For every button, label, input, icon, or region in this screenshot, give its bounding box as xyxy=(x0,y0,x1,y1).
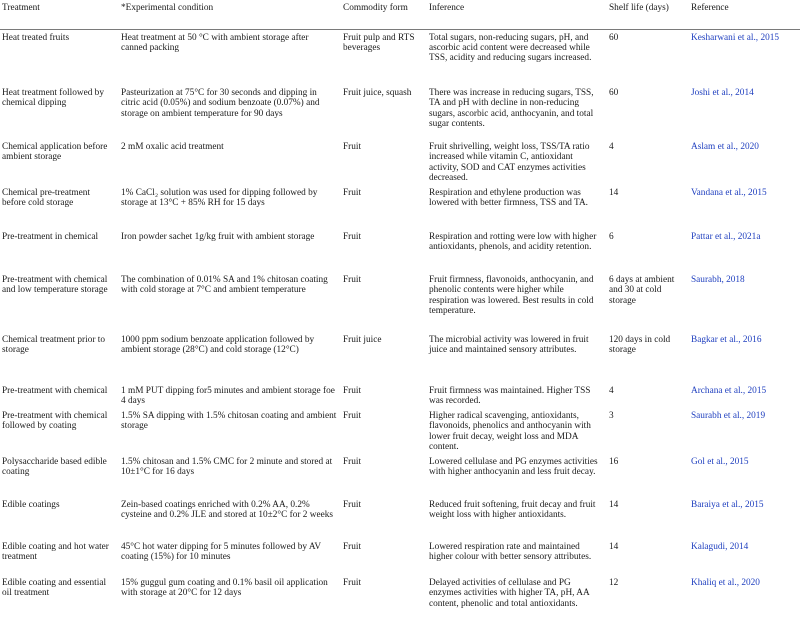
inference-cell: Fruit firmness, flavonoids, anthocyanin, and phenolic contents were higher while respiration was lowered. Best results in cold temperature. xyxy=(429,275,594,317)
shelf-life-cell: 60 xyxy=(609,32,619,43)
condition-cell: 15% guggul gum coating and 0.1% basil oil application with storage at 20°C for 12 days xyxy=(121,578,328,599)
reference-link[interactable]: Khaliq et al., 2020 xyxy=(691,578,760,588)
table-row xyxy=(0,85,800,139)
reference-link[interactable]: Saurabh, 2018 xyxy=(691,275,745,285)
inference-cell: Respiration and rotting were low with higher antioxidants, phenols, and acidity retention. xyxy=(429,232,597,253)
header-reference: Reference xyxy=(691,3,729,13)
condition-cell: Pasteurization at 75°C for 30 seconds and dipping in citric acid (0.05%) and sodium benzoate (0.07%) and storage on ambient temperature for 90 days xyxy=(121,88,320,119)
inference-cell: The microbial activity was lowered in fruit juice and maintained sensory attributes. xyxy=(429,335,589,356)
header-inference: Inference xyxy=(429,3,465,13)
shelf-life-cell: 14 xyxy=(609,500,619,510)
condition-cell: The combination of 0.01% SA and 1% chitosan coating with cold storage at 7°C and ambient temperature xyxy=(121,275,328,296)
inference-cell: Respiration and ethylene production was lowered with better firmness, TSS and TA. xyxy=(429,188,588,209)
condition-cell: 1 mM PUT dipping for5 minutes and ambient storage foe 4 days xyxy=(121,386,335,407)
treatment-cell: Pre-treatment with chemical followed by coating xyxy=(2,411,108,432)
table-row xyxy=(0,408,800,454)
inference-cell: Higher radical scavenging, antioxidants, flavonoids, phenolics and anthocyanin with lower fruit decay, weight loss and MDA content. xyxy=(429,411,591,453)
inference-cell: Reduced fruit softening, fruit decay and fruit weight loss with higher antioxidants. xyxy=(429,500,596,521)
table-row xyxy=(0,497,800,539)
treatment-cell: Chemical application before ambient storage xyxy=(2,142,108,163)
commodity-cell: Fruit xyxy=(343,142,362,152)
treatment-cell: Edible coatings xyxy=(2,500,60,510)
reference-link[interactable]: Kalagudi, 2014 xyxy=(691,542,749,552)
commodity-cell: Fruit juice xyxy=(343,335,382,345)
reference-link[interactable]: Saurabh et al., 2019 xyxy=(691,411,766,421)
reference-link[interactable]: Kesharwani et al., 2015 xyxy=(691,32,780,43)
table-row xyxy=(0,272,800,332)
shelf-life-cell: 4 xyxy=(609,142,614,152)
shelf-life-cell: 120 days in cold storage xyxy=(609,335,671,356)
table-row xyxy=(0,332,800,383)
reference-link[interactable]: Gol et al., 2015 xyxy=(691,457,749,467)
table-row xyxy=(0,454,800,497)
header-treatment: Treatment xyxy=(2,3,40,13)
commodity-cell: Fruit xyxy=(343,386,362,396)
condition-cell: 1% CaCl₂ solution was used for dipping followed by storage at 13°C + 85% RH for 15 days xyxy=(121,188,318,209)
condition-cell: Heat treatment at 50 °C with ambient storage after canned packing xyxy=(121,32,309,53)
table-row xyxy=(0,229,800,272)
header-experimental-condition: *Experimental condition xyxy=(121,3,214,13)
table-row xyxy=(0,383,800,408)
commodity-cell: Fruit xyxy=(343,578,362,588)
inference-cell: There was increase in reducing sugars, TSS, TA and pH with decline in non-reducing sugars, ascorbic acid, anthocyanin, and total sugar contents. xyxy=(429,88,594,130)
inference-cell: Lowered cellulase and PG enzymes activities with higher anthocyanin and less fruit decay. xyxy=(429,457,598,478)
commodity-cell: Fruit xyxy=(343,275,362,285)
table-body xyxy=(0,29,800,621)
shelf-life-cell: 6 days at ambient and 30 at cold storage xyxy=(609,275,675,306)
condition-cell: 1.5% chitosan and 1.5% CMC for 2 minute and stored at 10±1°C for 16 days xyxy=(121,457,333,478)
table-row xyxy=(0,539,800,575)
shelf-life-cell: 12 xyxy=(609,578,619,588)
commodity-cell: Fruit xyxy=(343,542,362,552)
treatment-cell: Pre-treatment with chemical xyxy=(2,386,108,396)
header-shelf-life: Shelf life (days) xyxy=(609,3,669,13)
header-commodity-form: Commodity form xyxy=(343,3,408,13)
condition-cell: 1.5% SA dipping with 1.5% chitosan coating and ambient storage xyxy=(121,411,337,432)
treatment-cell: Chemical treatment prior to storage xyxy=(2,335,106,356)
treatment-cell: Edible coating and hot water treatment xyxy=(2,542,109,563)
condition-cell: 2 mM oxalic acid treatment xyxy=(121,142,224,152)
reference-link[interactable]: Joshi et al., 2014 xyxy=(691,88,754,98)
reference-link[interactable]: Bagkar et al., 2016 xyxy=(691,335,762,345)
inference-cell: Lowered respiration rate and maintained higher colour with better sensory attributes. xyxy=(429,542,592,563)
treatment-cell: Pre-treatment with chemical and low temperature storage xyxy=(2,275,108,296)
inference-cell: Fruit firmness was maintained. Higher TSS was recorded. xyxy=(429,386,591,407)
shelf-life-cell: 3 xyxy=(609,411,614,421)
inference-cell: Total sugars, non-reducing sugars, pH, and ascorbic acid content were decreased while TSS, acidity and reducing sugars increased. xyxy=(429,32,592,64)
treatment-cell: Pre-treatment in chemical xyxy=(2,232,99,242)
shelf-life-cell: 16 xyxy=(609,457,619,467)
commodity-cell: Fruit xyxy=(343,232,362,242)
treatment-cell: Heat treatment followed by chemical dipping xyxy=(2,88,104,109)
reference-link[interactable]: Pattar et al., 2021a xyxy=(691,232,761,242)
commodity-cell: Fruit juice, squash xyxy=(343,88,412,98)
shelf-life-cell: 6 xyxy=(609,232,614,242)
table-row xyxy=(0,185,800,229)
inference-cell: Fruit shrivelling, weight loss, TSS/TA ratio increased while vitamin C, antioxidant activity, SOD and CAT enzymes activities decreased. xyxy=(429,142,590,184)
treatment-cell: Polysaccharide based edible coating xyxy=(2,457,107,478)
shelf-life-cell: 14 xyxy=(609,188,619,198)
commodity-cell: Fruit xyxy=(343,500,362,510)
shelf-life-cell: 4 xyxy=(609,386,614,396)
reference-link[interactable]: Archana et al., 2015 xyxy=(691,386,767,396)
reference-link[interactable]: Baraiya et al., 2015 xyxy=(691,500,764,510)
shelf-life-cell: 14 xyxy=(609,542,619,552)
table-row xyxy=(0,139,800,185)
condition-cell: Zein-based coatings enriched with 0.2% AA, 0.2% cysteine and 0.2% JLE and stored at 10±2°C for 2 weeks xyxy=(121,500,334,521)
inference-cell: Delayed activities of cellulase and PG enzymes activities with higher TA, pH, AA content, phenolic and total antioxidants. xyxy=(429,578,590,609)
table-header-row xyxy=(0,0,800,29)
condition-cell: 45°C hot water dipping for 5 minutes followed by AV coating (15%) for 10 minutes xyxy=(121,542,321,563)
treatment-cell: Heat treated fruits xyxy=(2,32,70,43)
table-row xyxy=(0,29,800,85)
condition-cell: Iron powder sachet 1g/kg fruit with ambient storage xyxy=(121,232,315,242)
commodity-cell: Fruit pulp and RTS beverages xyxy=(343,32,415,53)
commodity-cell: Fruit xyxy=(343,457,362,467)
commodity-cell: Fruit xyxy=(343,411,362,421)
treatment-cell: Chemical pre-treatment before cold storage xyxy=(2,188,91,209)
shelf-life-cell: 60 xyxy=(609,88,619,98)
condition-cell: 1000 ppm sodium benzoate application followed by ambient storage (28°C) and cold storage (12°C) xyxy=(121,335,315,356)
reference-link[interactable]: Vandana et al., 2015 xyxy=(691,188,767,198)
commodity-cell: Fruit xyxy=(343,188,362,198)
table-row xyxy=(0,575,800,621)
treatment-cell: Edible coating and essential oil treatment xyxy=(2,578,107,599)
reference-link[interactable]: Aslam et al., 2020 xyxy=(691,142,759,152)
